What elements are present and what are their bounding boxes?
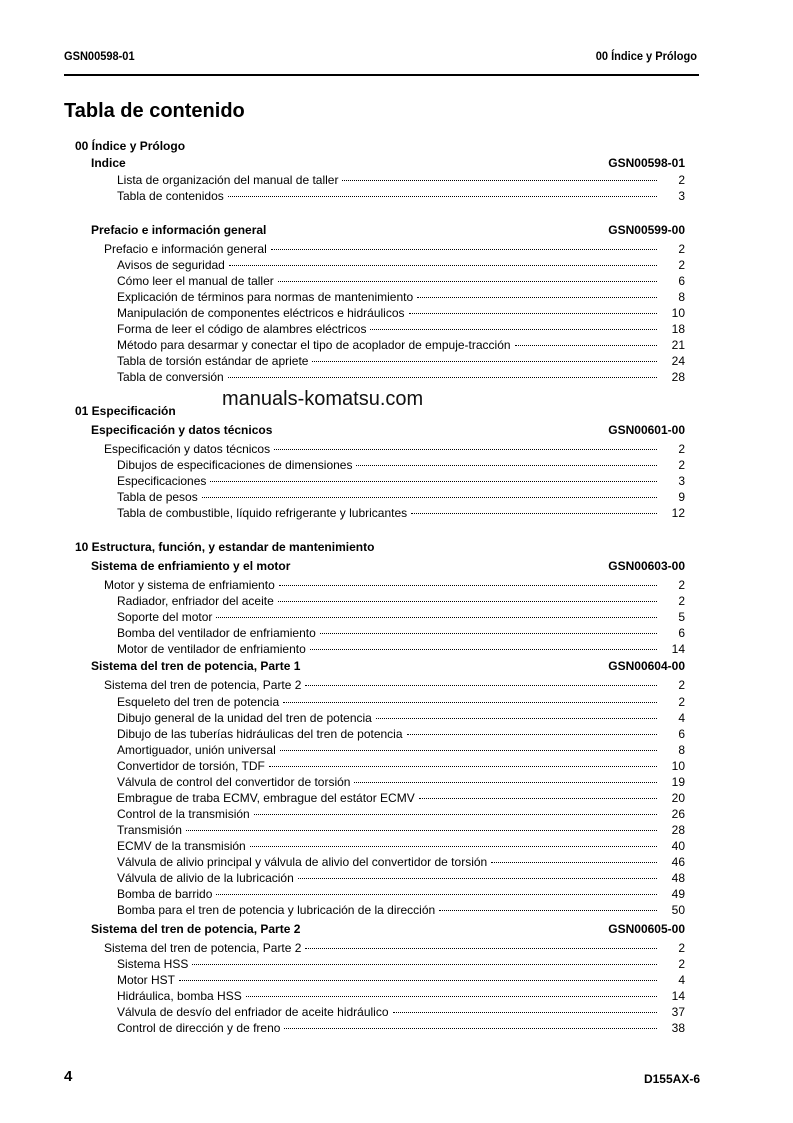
toc-entry[interactable]: [117, 641, 685, 657]
toc-entry-page: 28: [671, 823, 685, 837]
toc-entry-title: Sistema del tren de potencia, Parte 2: [104, 678, 302, 692]
toc-entry-title: Especificaciones: [117, 474, 207, 488]
toc-entry-title: Sistema HSS: [117, 957, 189, 971]
dot-leader: [376, 707, 657, 719]
toc-entry[interactable]: [117, 902, 685, 918]
dot-leader: [254, 803, 657, 815]
toc-entry-page: 14: [671, 642, 685, 656]
toc-entry-title: Tabla de conversión: [117, 370, 224, 384]
toc-entry-title: Tabla de torsión estándar de apriete: [117, 354, 309, 368]
toc-section-title: Indice: [91, 156, 126, 170]
toc-entry-page: 2: [678, 957, 685, 971]
toc-entry-page: 2: [678, 578, 685, 592]
toc-entry-page: 24: [671, 354, 685, 368]
toc-entry-page: 2: [678, 458, 685, 472]
toc-section-code: GSN00599-00: [608, 223, 685, 237]
toc-entry-page: 2: [678, 594, 685, 608]
dot-leader: [356, 454, 657, 466]
section-name: 00 Índice y Prólogo: [595, 49, 697, 63]
dot-leader: [192, 953, 657, 965]
dot-leader: [279, 574, 657, 586]
toc-entry-page: 5: [678, 610, 685, 624]
toc-entry-page: 10: [671, 759, 685, 773]
toc-entry-title: Sistema del tren de potencia, Parte 2: [104, 941, 302, 955]
toc-entry-title: Hidráulica, bomba HSS: [117, 989, 242, 1003]
dot-leader: [210, 470, 657, 482]
toc-entry-title: Explicación de términos para normas de mantenimiento: [117, 290, 414, 304]
toc-entry-page: 8: [678, 290, 685, 304]
toc-entry[interactable]: [117, 188, 685, 204]
toc-entry-title: Válvula de control del convertidor de torsión: [117, 775, 351, 789]
dot-leader: [312, 350, 657, 362]
toc-section-title: Sistema del tren de potencia, Parte 1: [91, 659, 301, 673]
toc-section-code: GSN00598-01: [608, 156, 685, 170]
dot-leader: [298, 867, 657, 879]
dot-leader: [354, 771, 657, 783]
dot-leader: [229, 254, 657, 266]
toc-entry-title: Motor y sistema de enfriamiento: [104, 578, 275, 592]
dot-leader: [407, 723, 657, 735]
toc-entry-title: Radiador, enfriador del aceite: [117, 594, 274, 608]
toc-entry[interactable]: [117, 369, 685, 385]
toc-chapter[interactable]: 01 Especificación: [75, 404, 176, 418]
toc-entry-title: Control de la transmisión: [117, 807, 250, 821]
toc-entry-page: 2: [678, 258, 685, 272]
toc-entry[interactable]: [117, 1020, 685, 1036]
toc-entry-title: Dibujos de especificaciones de dimensiones: [117, 458, 353, 472]
toc-entry-page: 48: [671, 871, 685, 885]
dot-leader: [320, 622, 657, 634]
dot-leader: [228, 366, 657, 378]
toc-entry-page: 14: [671, 989, 685, 1003]
toc-entry-page: 20: [671, 791, 685, 805]
toc-entry-title: Prefacio e información general: [104, 242, 267, 256]
dot-leader: [274, 438, 657, 450]
toc-entry-title: Amortiguador, unión universal: [117, 743, 276, 757]
dot-leader: [283, 691, 657, 703]
toc-section[interactable]: [91, 658, 685, 674]
toc-entry-title: Tabla de pesos: [117, 490, 198, 504]
page-header: [64, 49, 697, 67]
toc-entry-page: 37: [671, 1005, 685, 1019]
toc-entry-page: 6: [678, 626, 685, 640]
dot-leader: [393, 1001, 657, 1013]
dot-leader: [269, 755, 657, 767]
page-number: 4: [64, 1068, 73, 1085]
toc-entry-page: 18: [671, 322, 685, 336]
toc-entry-page: 3: [678, 189, 685, 203]
dot-leader: [278, 270, 657, 282]
toc-entry-title: Válvula de alivio principal y válvula de alivio del convertidor de torsión: [117, 855, 488, 869]
toc-entry-page: 4: [678, 711, 685, 725]
page-footer: [64, 1068, 700, 1088]
dot-leader: [284, 1017, 657, 1029]
dot-leader: [342, 169, 657, 181]
toc-entry-page: 2: [678, 173, 685, 187]
dot-leader: [216, 883, 657, 895]
toc-chapter[interactable]: 10 Estructura, función, y estandar de mantenimiento: [75, 540, 375, 554]
toc-section[interactable]: [91, 422, 685, 438]
toc-entry-page: 2: [678, 442, 685, 456]
toc-entry-title: Esqueleto del tren de potencia: [117, 695, 280, 709]
dot-leader: [419, 787, 657, 799]
toc-entry-page: 2: [678, 695, 685, 709]
dot-leader: [305, 937, 657, 949]
dot-leader: [280, 739, 657, 751]
toc-entry-title: Tabla de contenidos: [117, 189, 224, 203]
toc-entry-title: Forma de leer el código de alambres eléctricos: [117, 322, 367, 336]
dot-leader: [278, 590, 657, 602]
toc-entry-title: Dibujo general de la unidad del tren de potencia: [117, 711, 372, 725]
toc-entry-title: Válvula de alivio de la lubricación: [117, 871, 294, 885]
toc-section-title: Sistema de enfriamiento y el motor: [91, 559, 291, 573]
document-code: GSN00598-01: [64, 49, 135, 63]
toc-entry-page: 26: [671, 807, 685, 821]
toc-entry-page: 28: [671, 370, 685, 384]
toc-entry-page: 10: [671, 306, 685, 320]
toc-entry-page: 8: [678, 743, 685, 757]
toc-entry-page: 19: [671, 775, 685, 789]
toc-entry-page: 2: [678, 941, 685, 955]
dot-leader: [439, 899, 657, 911]
toc-entry-title: ECMV de la transmisión: [117, 839, 246, 853]
toc-entry-title: Convertidor de torsión, TDF: [117, 759, 265, 773]
dot-leader: [515, 334, 657, 346]
toc-entry-title: Dibujo de las tuberías hidráulicas del tren de potencia: [117, 727, 403, 741]
toc-entry-page: 21: [671, 338, 685, 352]
toc-entry-page: 12: [671, 506, 685, 520]
toc-entry-page: 38: [671, 1021, 685, 1035]
toc-entry-title: Tabla de combustible, líquido refrigerante y lubricantes: [117, 506, 408, 520]
toc-section[interactable]: [91, 921, 685, 937]
toc-entry-page: 3: [678, 474, 685, 488]
toc-entry-page: 40: [671, 839, 685, 853]
toc-entry-title: Lista de organización del manual de taller: [117, 173, 339, 187]
dot-leader: [246, 985, 657, 997]
header-divider: [64, 74, 699, 76]
dot-leader: [271, 238, 657, 250]
toc-section-code: GSN00605-00: [608, 922, 685, 936]
dot-leader: [179, 969, 657, 981]
dot-leader: [186, 819, 657, 831]
toc-entry-title: Especificación y datos técnicos: [104, 442, 271, 456]
toc-entry-title: Bomba de barrido: [117, 887, 213, 901]
toc-entry-page: 6: [678, 727, 685, 741]
dot-leader: [305, 674, 657, 686]
toc-section-title: Sistema del tren de potencia, Parte 2: [91, 922, 301, 936]
toc-entry-title: Cómo leer el manual de taller: [117, 274, 274, 288]
toc-section[interactable]: [91, 222, 685, 238]
toc-section-code: GSN00603-00: [608, 559, 685, 573]
toc-entry-page: 49: [671, 887, 685, 901]
toc-entry-page: 50: [671, 903, 685, 917]
toc-section-code: GSN00601-00: [608, 423, 685, 437]
dot-leader: [370, 318, 657, 330]
toc-entry-title: Manipulación de componentes eléctricos e hidráulicos: [117, 306, 405, 320]
toc-entry-title: Motor HST: [117, 973, 176, 987]
toc-entry-title: Transmisión: [117, 823, 182, 837]
dot-leader: [409, 302, 658, 314]
toc-entry-title: Control de dirección y de freno: [117, 1021, 281, 1035]
dot-leader: [491, 851, 657, 863]
toc-entry-page: 6: [678, 274, 685, 288]
dot-leader: [411, 502, 657, 514]
watermark: manuals-komatsu.com: [222, 388, 424, 410]
machine-model: D155AX-6: [643, 1072, 700, 1086]
toc-section-title: Especificación y datos técnicos: [91, 423, 273, 437]
dot-leader: [417, 286, 657, 298]
toc-entry-title: Método para desarmar y conectar el tipo de acoplador de empuje-tracción: [117, 338, 511, 352]
toc-entry-title: Bomba del ventilador de enfriamiento: [117, 626, 316, 640]
toc-entry[interactable]: [117, 505, 685, 521]
toc-section[interactable]: [91, 558, 685, 574]
toc-entry-title: Motor de ventilador de enfriamiento: [117, 642, 306, 656]
toc-entry-page: 9: [678, 490, 685, 504]
page-title: Tabla de contenido: [64, 100, 245, 122]
toc-chapter[interactable]: 00 Índice y Prólogo: [75, 139, 186, 153]
dot-leader: [228, 185, 657, 197]
dot-leader: [310, 638, 657, 650]
toc-section-title: Prefacio e información general: [91, 223, 267, 237]
dot-leader: [250, 835, 657, 847]
toc-entry-page: 46: [671, 855, 685, 869]
dot-leader: [216, 606, 657, 618]
toc-section-code: GSN00604-00: [608, 659, 685, 673]
toc-entry-title: Soporte del motor: [117, 610, 213, 624]
toc-entry-title: Válvula de desvío del enfriador de aceite hidráulico: [117, 1005, 389, 1019]
toc-entry-page: 2: [678, 242, 685, 256]
toc-entry-title: Embrague de traba ECMV, embrague del estátor ECMV: [117, 791, 415, 805]
toc-entry-title: Avisos de seguridad: [117, 258, 225, 272]
toc-entry-page: 2: [678, 678, 685, 692]
toc-entry-page: 4: [678, 973, 685, 987]
toc-entry-title: Bomba para el tren de potencia y lubricación de la dirección: [117, 903, 436, 917]
dot-leader: [202, 486, 657, 498]
